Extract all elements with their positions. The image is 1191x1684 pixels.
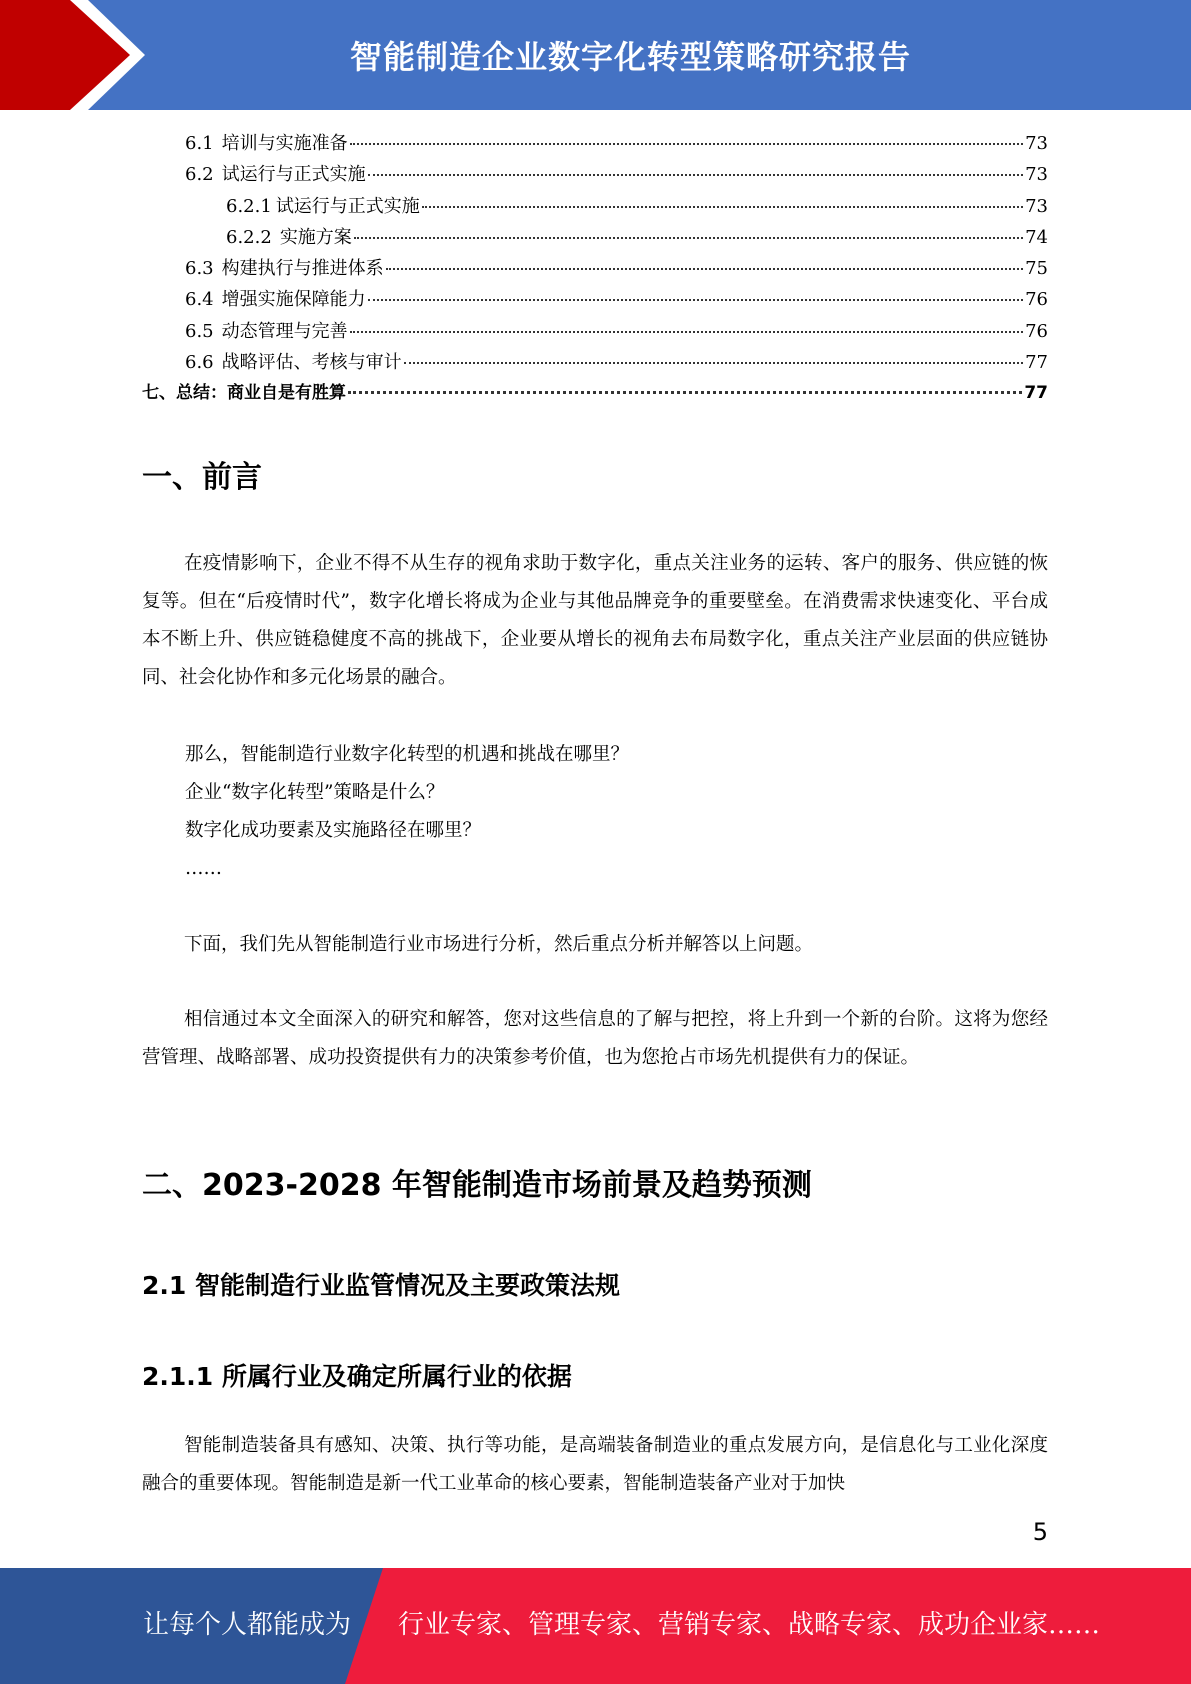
toc-number: 6.2 xyxy=(185,164,214,186)
table-of-contents xyxy=(142,128,1048,410)
preface-paragraph-2: 下面，我们先从智能制造行业市场进行分析，然后重点分析并解答以上问题。 xyxy=(184,934,814,955)
toc-title: 动态管理与完善 xyxy=(221,320,348,342)
header-red-chevron xyxy=(0,0,160,110)
toc-leader xyxy=(354,236,1023,239)
subsection-heading-2-1: 2.1 智能制造行业监管情况及主要政策法规 xyxy=(142,1271,620,1300)
toc-leader xyxy=(350,330,1023,333)
preface-paragraph-1: 在疫情影响下，企业不得不从生存的视角求助于数字化，重点关注业务的运转、客户的服务、供应链的恢复等。但在“后疫情时代”，数字化增长将成为企业与其他品牌竞争的重要壁垒。在消费需求快速变化、平台成本不断上升、供应链稳健度不高的挑战下，企业要从增长的视角去布局数字化，重点关注产业层面的供应链协同、社会化协作和多元化场景的融合。 xyxy=(142,553,1048,688)
toc-number: 6.5 xyxy=(185,320,214,342)
toc-leader xyxy=(422,205,1023,208)
toc-entry[interactable] xyxy=(142,347,1048,378)
toc-leader xyxy=(404,361,1023,364)
question-item: 企业“数字化转型”策略是什么？ xyxy=(185,782,445,803)
page-title: 智能制造企业数字化转型策略研究报告 xyxy=(349,38,911,76)
toc-entry[interactable] xyxy=(142,159,1048,190)
toc-page: 76 xyxy=(1025,289,1048,311)
page-number: 5 xyxy=(1032,1518,1048,1546)
toc-leader xyxy=(350,142,1023,145)
toc-leader xyxy=(368,298,1023,301)
toc-entry[interactable] xyxy=(142,191,1048,222)
toc-leader xyxy=(348,390,1022,394)
toc-title: 试运行与正式实施 xyxy=(221,164,366,186)
subsection-heading-2-1-1: 2.1.1 所属行业及确定所属行业的依据 xyxy=(142,1362,572,1391)
toc-number: 6.3 xyxy=(185,258,214,280)
toc-leader xyxy=(386,267,1023,270)
toc-title: 七、总结：商业自是有胜算 xyxy=(142,383,346,404)
toc-page: 76 xyxy=(1025,320,1048,342)
toc-page: 77 xyxy=(1024,383,1048,404)
toc-page: 74 xyxy=(1025,226,1048,248)
industry-paragraph: 智能制造装备具有感知、决策、执行等功能，是高端装备制造业的重点发展方向，是信息化与工业化深度融合的重要体现。智能制造是新一代工业革命的核心要素，智能制造装备产业对于加快 xyxy=(142,1435,1048,1494)
toc-page: 73 xyxy=(1025,164,1048,186)
preface-paragraph-3: 相信通过本文全面深入的研究和解答，您对这些信息的了解与把控，将上升到一个新的台阶。这将为您经营管理、战略部署、成功投资提供有力的决策参考价值，也为您抢占市场先机提供有力的保证。 xyxy=(142,1009,1048,1068)
toc-title: 增强实施保障能力 xyxy=(221,289,366,311)
question-item: …… xyxy=(185,858,222,879)
toc-entry[interactable] xyxy=(142,284,1048,315)
toc-title: 构建执行与推进体系 xyxy=(221,258,384,280)
toc-page: 75 xyxy=(1025,258,1048,280)
toc-number: 6.2.2 xyxy=(226,226,272,248)
footer-slogan-left: 让每个人都能成为 xyxy=(143,1610,352,1640)
toc-title: 实施方案 xyxy=(279,226,352,248)
toc-entry-chapter[interactable] xyxy=(142,378,1048,409)
section-heading-preface: 一、前言 xyxy=(142,460,262,495)
toc-page: 77 xyxy=(1025,352,1048,374)
toc-number: 6.4 xyxy=(185,289,214,311)
toc-page: 73 xyxy=(1025,195,1048,217)
footer-slogan-right: 行业专家、管理专家、营销专家、战略专家、成功企业家…… xyxy=(398,1610,1101,1640)
toc-entry[interactable] xyxy=(142,222,1048,253)
question-item: 那么，智能制造行业数字化转型的机遇和挑战在哪里？ xyxy=(185,744,630,765)
toc-entry[interactable] xyxy=(142,253,1048,284)
toc-number: 6.1 xyxy=(185,133,214,154)
toc-title: 培训与实施准备 xyxy=(221,133,348,154)
toc-leader xyxy=(368,173,1023,176)
question-list xyxy=(185,736,629,888)
toc-title: 战略评估、考核与审计 xyxy=(221,352,402,374)
toc-page: 73 xyxy=(1025,133,1048,154)
toc-title: 试运行与正式实施 xyxy=(275,195,420,217)
toc-number: 6.6 xyxy=(185,352,214,374)
section-heading-market: 二、2023-2028 年智能制造市场前景及趋势预测 xyxy=(142,1168,812,1203)
question-item: 数字化成功要素及实施路径在哪里？ xyxy=(185,820,482,841)
toc-entry[interactable] xyxy=(142,316,1048,347)
toc-number: 6.2.1 xyxy=(226,195,272,217)
toc-entry[interactable] xyxy=(142,128,1048,159)
